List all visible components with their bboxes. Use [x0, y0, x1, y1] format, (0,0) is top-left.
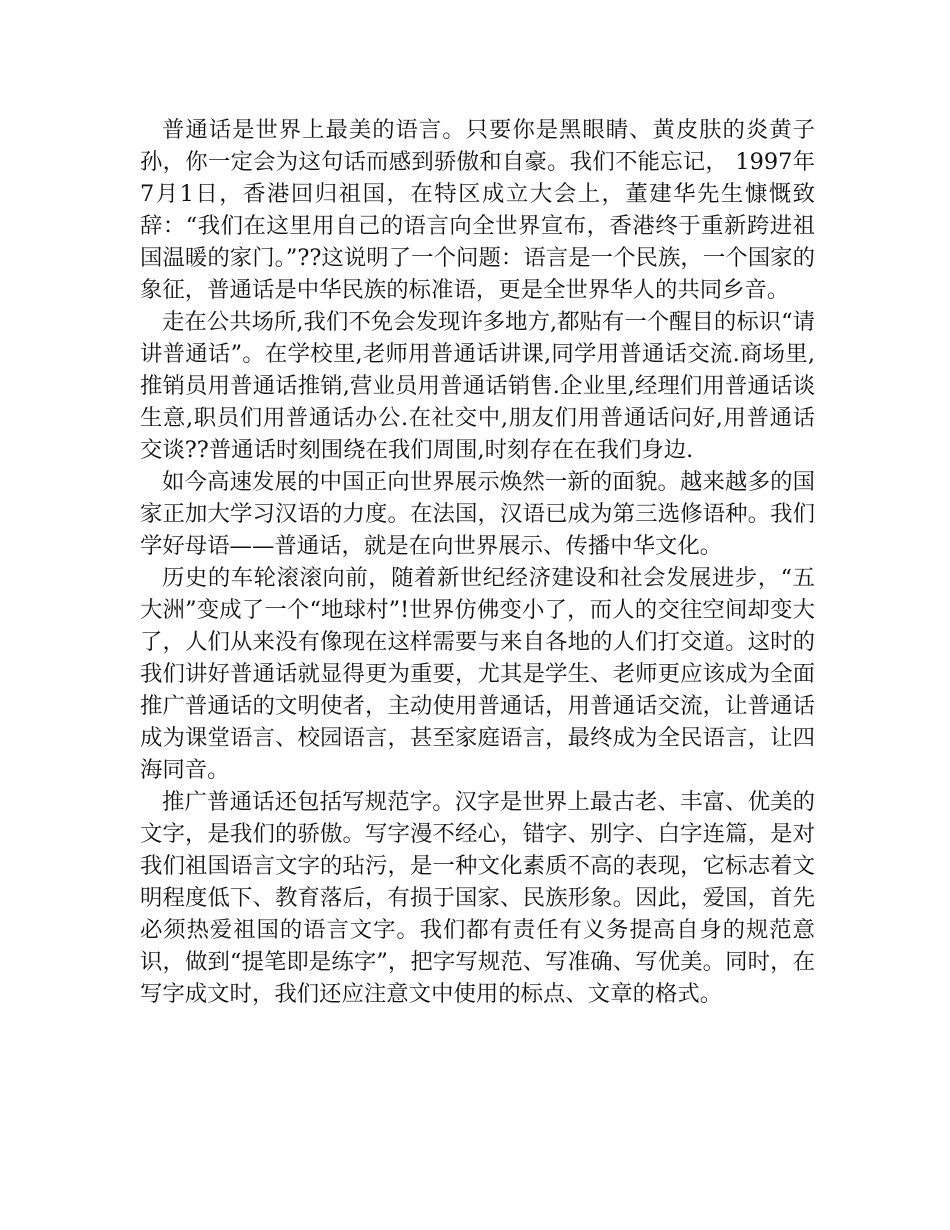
paragraph-1: 普通话是世界上最美的语言。只要你是黑眼睛、黄皮肤的炎黄子孙，你一定会为这句话而感到骄傲和自豪。我们不能忘记， 1997年7月1日，香港回归祖国，在特区成立大会上，董建华先生慷慨致辞：“我们在这里用自己的语言向全世界宣布，香港终于重新跨进祖国温暖的家门。”??这说明了一个问题：语言是一个民族，一个国家的象征，普通话是中华民族的标准语，更是全世界华人的共同乡音。	[140, 117, 815, 303]
document-body	[140, 114, 815, 1010]
paragraph-5: 推广普通话还包括写规范字。汉字是世界上最古老、丰富、优美的文字，是我们的骄傲。写字漫不经心，错字、别字、白字连篇，是对我们祖国语言文字的玷污，是一种文化素质不高的表现，它标志着文明程度低下、教育落后，有损于国家、民族形象。因此，爱国，首先必须热爱祖国的语言文字。我们都有责任有义务提高自身的规范意识，做到“提笔即是练字”，把字写规范、写准确、写优美。同时，在写字成文时，我们还应注意文中使用的标点、文章的格式。	[140, 789, 815, 1007]
paragraph-2: 走在公共场所,我们不免会发现许多地方,都贴有一个醒目的标识“请讲普通话”。在学校里,老师用普通话讲课,同学用普通话交流.商场里,推销员用普通话推销,营业员用普通话销售.企业里,经理们用普通话谈生意,职员们用普通话办公.在社交中,朋友们用普通话问好,用普通话交谈??普通话时刻围绕在我们周围,时刻存在在我们身边.	[140, 309, 815, 463]
paragraph-4: 历史的车轮滚滚向前，随着新世纪经济建设和社会发展进步，“五大洲”变成了一个“地球村”!世界仿佛变小了，而人的交往空间却变大了，人们从来没有像现在这样需要与来自各地的人们打交道。这时的我们讲好普通话就显得更为重要，尤其是学生、老师更应该成为全面推广普通话的文明使者，主动使用普通话，用普通话交流，让普通话成为课堂语言、校园语言，甚至家庭语言，最终成为全民语言，让四海同音。	[140, 565, 815, 783]
paragraph-3: 如今高速发展的中国正向世界展示焕然一新的面貌。越来越多的国家正加大学习汉语的力度。在法国，汉语已成为第三选修语种。我们学好母语——普通话，就是在向世界展示、传播中华文化。	[140, 469, 815, 559]
